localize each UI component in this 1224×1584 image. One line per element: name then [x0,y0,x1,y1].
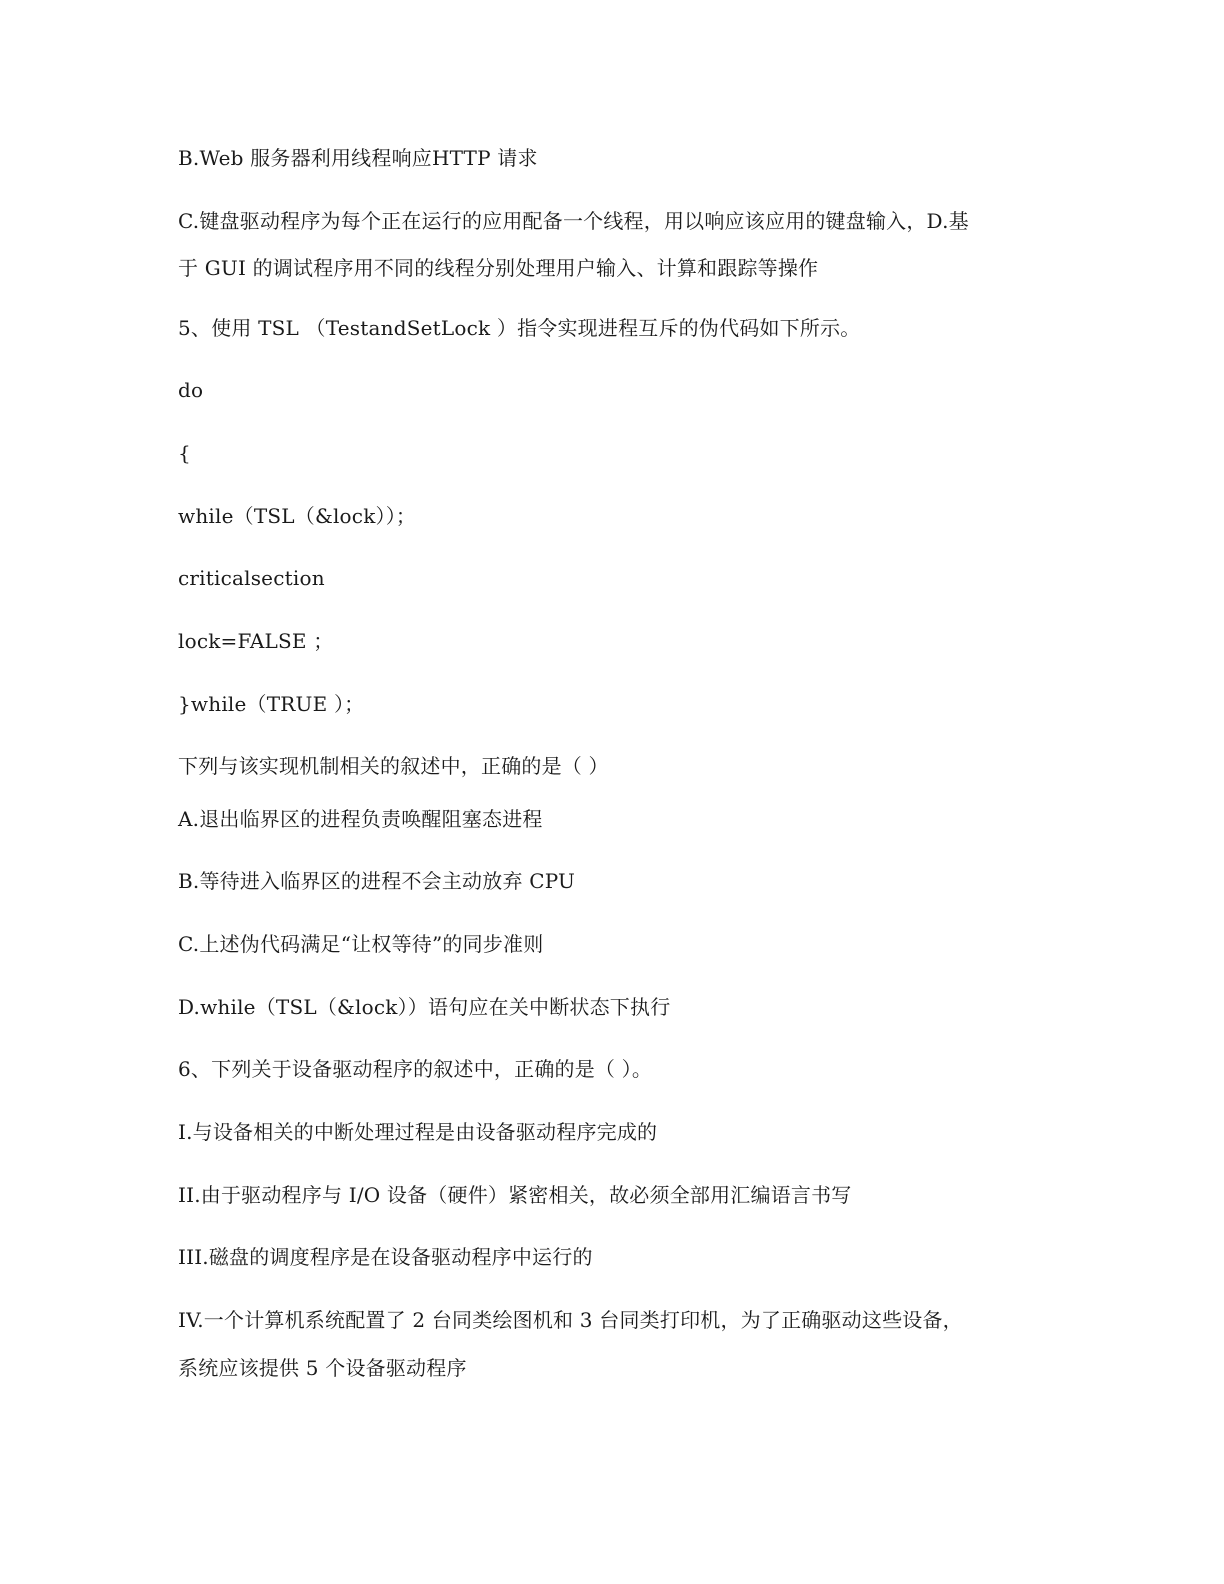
question-6-heading: 6、下列关于设备驱动程序的叙述中，正确的是（ ）。 [178,1057,653,1081]
question-6-statement-iv: IV.一个计算机系统配置了 2 台同类绘图机和 3 台同类打印机，为了正确驱动这些设备， [178,1308,963,1332]
question-5-prompt: 下列与该实现机制相关的叙述中，正确的是（ ） [178,754,609,778]
question-5-option-b: B.等待进入临界区的进程不会主动放弃 CPU [178,869,576,893]
option-d-gui-debugger: 于 GUI 的调试程序用不同的线程分别处理用户输入、计算和跟踪等操作 [178,256,819,280]
option-b-web-server: B.Web 服务器利用线程响应HTTP 请求 [178,146,538,170]
question-5-option-d: D.while（TSL（&lock））语句应在关中断状态下执行 [178,995,671,1019]
code-line-while-true: }while（TRUE ）； [178,692,365,716]
question-6-statement-ii: II.由于驱动程序与 I/O 设备（硬件）紧密相关，故必须全部用汇编语言书写 [178,1183,852,1207]
question-6-statement-iv-continued: 系统应该提供 5 个设备驱动程序 [178,1356,467,1380]
question-5-heading: 5、使用 TSL （TestandSetLock ）指令实现进程互斥的伪代码如下所示。 [178,316,861,340]
code-line-critical-section: criticalsection [178,566,325,590]
question-5-option-c: C.上述伪代码满足“让权等待”的同步准则 [178,932,544,956]
code-line-while-tsl: while（TSL（&lock））； [178,504,417,528]
question-5-option-a: A.退出临界区的进程负责唤醒阻塞态进程 [178,807,543,831]
question-6-statement-iii: III.磁盘的调度程序是在设备驱动程序中运行的 [178,1245,593,1269]
question-6-statement-i: I.与设备相关的中断处理过程是由设备驱动程序完成的 [178,1120,658,1144]
option-c-keyboard-driver: C.键盘驱动程序为每个正在运行的应用配备一个线程，用以响应该应用的键盘输入，D.基 [178,209,969,233]
code-line-open-brace: { [178,441,191,465]
code-line-lock-false: lock=FALSE ； [178,629,334,653]
code-line-do: do [178,378,204,402]
